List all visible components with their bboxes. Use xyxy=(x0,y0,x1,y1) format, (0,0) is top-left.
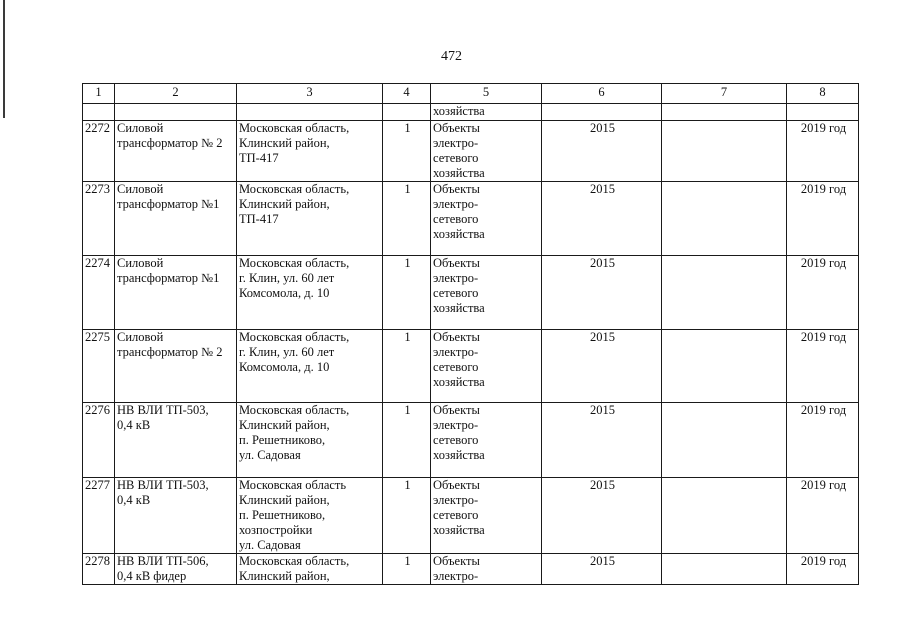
table-row xyxy=(83,330,859,403)
column-header-3: 3 xyxy=(237,84,383,104)
cell-name: НВ ВЛИ ТП-503, 0,4 кВ xyxy=(115,478,237,554)
column-header-2: 2 xyxy=(115,84,237,104)
cell-year: 2015 xyxy=(542,403,662,478)
cell-col7 xyxy=(662,554,787,585)
cell-number: 2274 xyxy=(83,256,115,330)
cell-col7 xyxy=(662,256,787,330)
cell-term xyxy=(787,104,859,121)
page-number: 472 xyxy=(441,49,462,64)
cell-category: Объекты электро- сетевого хозяйства xyxy=(431,256,542,330)
column-header-4: 4 xyxy=(383,84,431,104)
cell-col7 xyxy=(662,403,787,478)
cell-quantity xyxy=(383,104,431,121)
column-header-6: 6 xyxy=(542,84,662,104)
cell-category: Объекты электро- сетевого хозяйства xyxy=(431,182,542,256)
cell-year: 2015 xyxy=(542,478,662,554)
cell-name: Силовой трансформатор № 2 xyxy=(115,330,237,403)
column-header-7: 7 xyxy=(662,84,787,104)
cell-number: 2276 xyxy=(83,403,115,478)
cell-year: 2015 xyxy=(542,121,662,182)
cell-col7 xyxy=(662,478,787,554)
cell-quantity: 1 xyxy=(383,256,431,330)
cell-year: 2015 xyxy=(542,330,662,403)
register-table xyxy=(82,83,859,585)
cell-category: Объекты электро- сетевого хозяйства xyxy=(431,121,542,182)
cell-quantity: 1 xyxy=(383,478,431,554)
cell-col7 xyxy=(662,104,787,121)
cell-quantity: 1 xyxy=(383,121,431,182)
cell-name: НВ ВЛИ ТП-503, 0,4 кВ xyxy=(115,403,237,478)
cell-number: 2277 xyxy=(83,478,115,554)
table-row xyxy=(83,256,859,330)
column-header-1: 1 xyxy=(83,84,115,104)
continuation-row xyxy=(83,104,859,121)
cell-category: хозяйства xyxy=(431,104,542,121)
cell-term: 2019 год xyxy=(787,403,859,478)
table-row xyxy=(83,478,859,554)
cell-quantity: 1 xyxy=(383,330,431,403)
table-row xyxy=(83,403,859,478)
cell-quantity: 1 xyxy=(383,403,431,478)
table-row xyxy=(83,554,859,585)
cell-year: 2015 xyxy=(542,256,662,330)
cell-category: Объекты электро- сетевого хозяйства xyxy=(431,330,542,403)
cell-name: НВ ВЛИ ТП-506, 0,4 кВ фидер xyxy=(115,554,237,585)
cell-category: Объекты электро- сетевого хозяйства xyxy=(431,478,542,554)
cell-address: Московская область, Клинский район, п. Решетниково, ул. Садовая xyxy=(237,403,383,478)
cell-name: Силовой трансформатор №1 xyxy=(115,256,237,330)
cell-name: Силовой трансформатор № 2 xyxy=(115,121,237,182)
cell-name: Силовой трансформатор №1 xyxy=(115,182,237,256)
cell-year: 2015 xyxy=(542,554,662,585)
cell-address: Московская область, Клинский район, ТП-417 xyxy=(237,182,383,256)
cell-year xyxy=(542,104,662,121)
cell-term: 2019 год xyxy=(787,330,859,403)
cell-term: 2019 год xyxy=(787,256,859,330)
cell-term: 2019 год xyxy=(787,121,859,182)
cell-category: Объекты электро- сетевого хозяйства xyxy=(431,403,542,478)
table-row xyxy=(83,121,859,182)
cell-category: Объекты электро- xyxy=(431,554,542,585)
column-header-8: 8 xyxy=(787,84,859,104)
column-number-header-row xyxy=(83,84,859,104)
table-row xyxy=(83,182,859,256)
cell-number: 2275 xyxy=(83,330,115,403)
cell-number: 2272 xyxy=(83,121,115,182)
cell-term: 2019 год xyxy=(787,182,859,256)
cell-name xyxy=(115,104,237,121)
cell-address: Московская область Клинский район, п. Решетниково, хозпостройки ул. Садовая xyxy=(237,478,383,554)
cell-address: Московская область, Клинский район, xyxy=(237,554,383,585)
cell-col7 xyxy=(662,182,787,256)
cell-address: Московская область, г. Клин, ул. 60 лет Комсомола, д. 10 xyxy=(237,330,383,403)
cell-address xyxy=(237,104,383,121)
cell-year: 2015 xyxy=(542,182,662,256)
cell-term: 2019 год xyxy=(787,554,859,585)
column-header-5: 5 xyxy=(431,84,542,104)
cell-address: Московская область, г. Клин, ул. 60 лет Комсомола, д. 10 xyxy=(237,256,383,330)
cell-term: 2019 год xyxy=(787,478,859,554)
cell-col7 xyxy=(662,330,787,403)
cell-col7 xyxy=(662,121,787,182)
cell-number: 2278 xyxy=(83,554,115,585)
cell-address: Московская область, Клинский район, ТП-417 xyxy=(237,121,383,182)
cell-number xyxy=(83,104,115,121)
cell-quantity: 1 xyxy=(383,554,431,585)
cell-number: 2273 xyxy=(83,182,115,256)
cell-quantity: 1 xyxy=(383,182,431,256)
